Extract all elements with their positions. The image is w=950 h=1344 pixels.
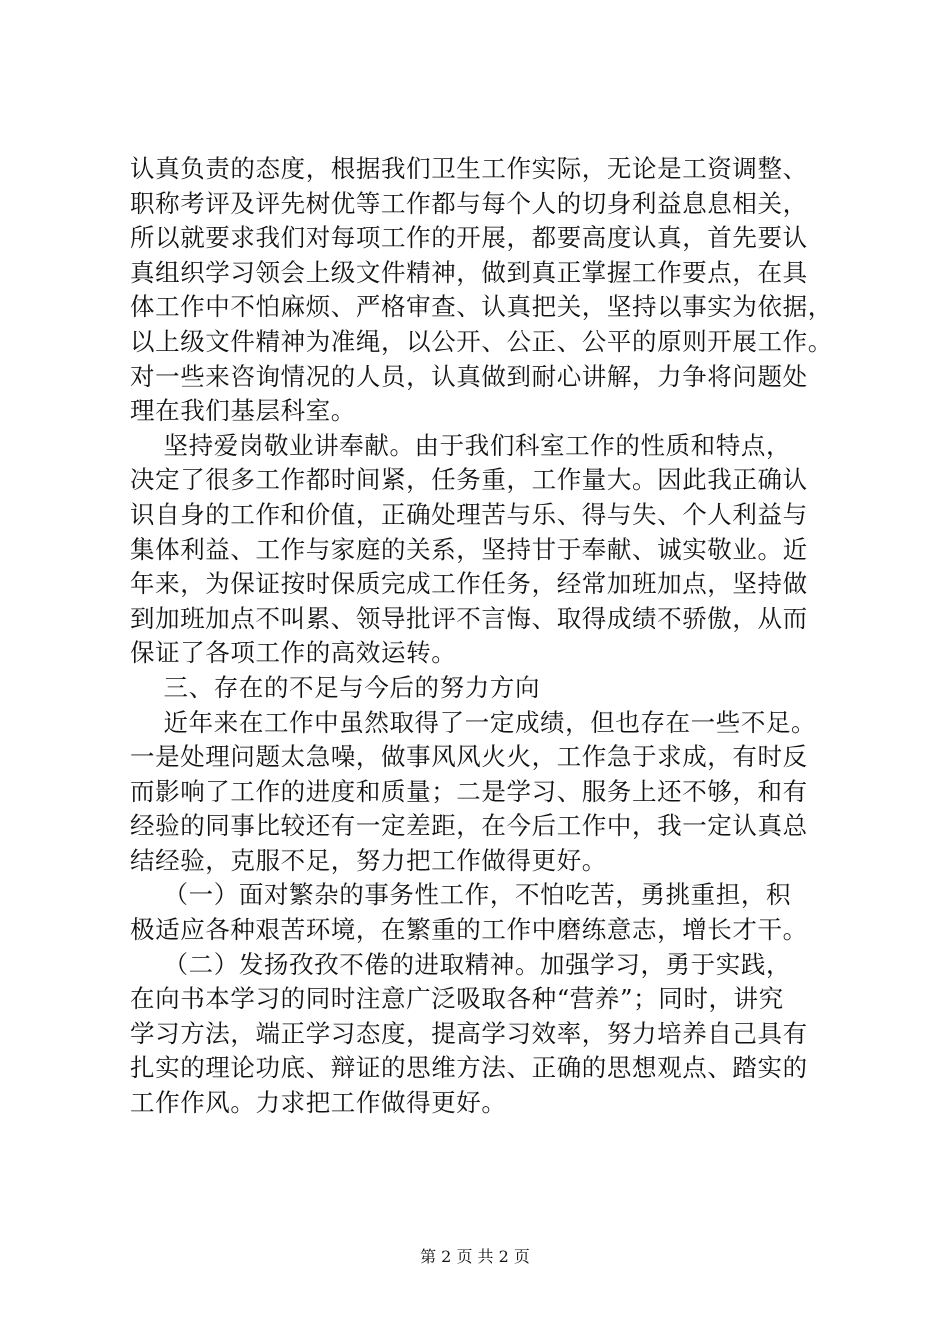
text-line: 决定了很多工作都时间紧，任务重，工作量大。因此我正确认 [130, 465, 808, 495]
text-line: 结经验，克服不足，努力把工作做得更好。 [130, 845, 607, 875]
text-line: 体工作中不怕麻烦、严格审查、认真把关，坚持以事实为依据， [130, 292, 833, 322]
text-line: 工作作风。力求把工作做得更好。 [130, 1088, 507, 1118]
text-line: 理在我们基层科室。 [130, 396, 356, 426]
text-line: 识自身的工作和价值，正确处理苦与乐、得与失、个人利益与 [130, 499, 808, 529]
text-line: 三、存在的不足与今后的努力方向 [130, 672, 541, 702]
text-line: 所以就要求我们对每项工作的开展，都要高度认真，首先要认 [130, 223, 808, 253]
text-line: 对一些来咨询情况的人员，认真做到耐心讲解，力争将问题处 [130, 361, 808, 391]
text-line: 以上级文件精神为准绳，以公开、公正、公平的原则开展工作。 [130, 326, 833, 356]
text-line: （一）面对繁杂的事务性工作，不怕吃苦，勇挑重担，积 [130, 880, 792, 910]
text-line: 到加班加点不叫累、领导批评不言悔、取得成绩不骄傲，从而 [130, 603, 808, 633]
text-line: 学习方法，端正学习态度，提高学习效率，努力培养自己具有 [130, 1018, 808, 1048]
page-number-footer: 第 2 页 共 2 页 [420, 1247, 530, 1266]
text-line: 而影响了工作的进度和质量；二是学习、服务上还不够，和有 [130, 776, 808, 806]
text-line: 坚持爱岗敬业讲奉献。由于我们科室工作的性质和特点， [130, 430, 792, 460]
text-line: 认真负责的态度，根据我们卫生工作实际，无论是工资调整、 [130, 154, 808, 183]
text-line: 扎实的理论功底、辩证的思维方法、正确的思想观点、踏实的 [130, 1053, 808, 1083]
text-line: 在向书本学习的同时注意广泛吸取各种“营养”；同时，讲究 [130, 984, 784, 1014]
text-line: 真组织学习领会上级文件精神，做到真正掌握工作要点，在具 [130, 257, 808, 287]
text-line: 近年来在工作中虽然取得了一定成绩，但也存在一些不足。 [130, 707, 817, 737]
text-line: 经验的同事比较还有一定差距，在今后工作中，我一定认真总 [130, 811, 808, 841]
text-line: 一是处理问题太急噪，做事风风火火，工作急于求成，有时反 [130, 742, 808, 772]
text-line: （二）发扬孜孜不倦的进取精神。加强学习，勇于实践， [130, 949, 792, 979]
text-line: 职称考评及评先树优等工作都与每个人的切身利益息息相关， [130, 188, 808, 218]
text-line: 集体利益、工作与家庭的关系，坚持甘于奉献、诚实敬业。近 [130, 534, 808, 564]
text-line: 极适应各种艰苦环境，在繁重的工作中磨练意志，增长才干。 [130, 915, 808, 945]
text-line: 年来，为保证按时保质完成工作任务，经常加班加点，坚持做 [130, 569, 808, 599]
text-line: 保证了各项工作的高效运转。 [130, 638, 457, 668]
document-body [130, 152, 850, 1121]
